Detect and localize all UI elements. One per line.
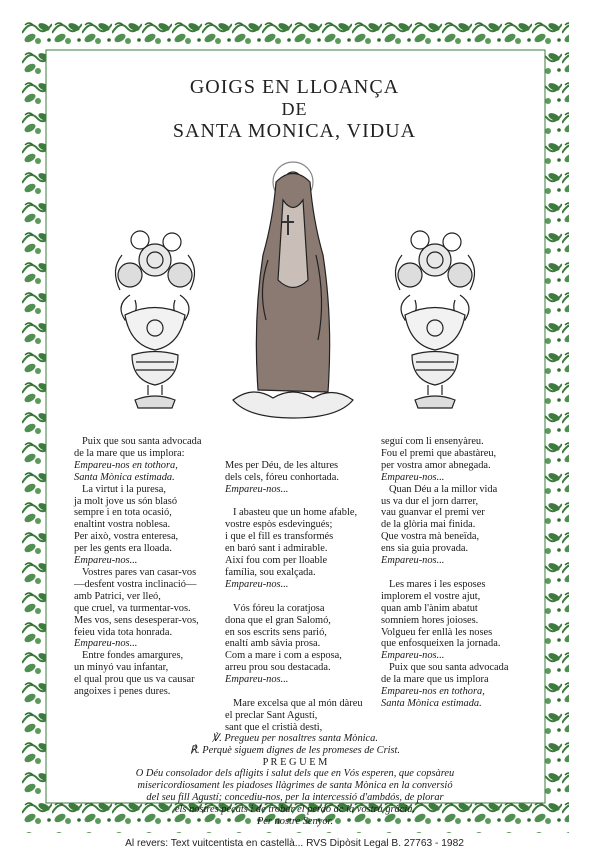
verse-line: Mes per Déu, de les altures xyxy=(225,459,339,471)
verse-line: —desfent vostra inclinació— xyxy=(74,578,197,590)
verse-line: i que el fill es transformés xyxy=(225,531,334,543)
verse-line: Vós fóreu la coratjosa xyxy=(233,602,325,614)
verse-line: per vostra amor abnegada. xyxy=(381,459,491,471)
verse-line: implorem el vostre ajut, xyxy=(381,590,481,602)
title-line-3: SANTA MONICA, VIDUA xyxy=(172,119,417,142)
verse-line: amb Patrici, ver lleó, xyxy=(74,590,161,602)
verse-line: un minyó vau infantar, xyxy=(74,662,169,674)
document-title xyxy=(0,76,589,143)
verse-line: que enfosqueixen la jornada. xyxy=(381,638,501,650)
title-line-2: DE xyxy=(281,99,308,119)
verse-column-1 xyxy=(74,436,201,698)
verse-line: Quan Déu a la millor vida xyxy=(389,483,498,495)
prayer-closing: Per nostre Senyor. xyxy=(256,815,334,827)
verse-line: feieu vida tota honrada. xyxy=(74,626,173,638)
verse-line: vau guanvar el premi ver xyxy=(381,507,485,519)
verse-line: quan amb l'ànim abatut xyxy=(381,602,478,614)
verse-line: Per això, vostra enteresa, xyxy=(74,531,179,543)
verse-line: Així fou com per lloable xyxy=(225,555,328,567)
verse-line: el qual prou que us va causar xyxy=(74,674,195,686)
verse-line: Empareu-nos... xyxy=(381,471,445,483)
verse-line: en baró sant i admirable. xyxy=(225,543,328,555)
prayer-line: misericordiosament les piadoses llàgrimes de santa Mònica en la conversió xyxy=(137,780,453,792)
response: ℟. Perquè siguem dignes de les promeses de Crist. xyxy=(189,744,401,756)
prayer-line: O Déu consolador dels afligits i salut dels que en Vós esperen, que copsàreu xyxy=(135,768,455,780)
verse-line: somniem hores joioses. xyxy=(381,614,479,626)
verse-line: en sos escrits sens parió, xyxy=(225,626,327,638)
verse-line: sempre i en tota ocasió, xyxy=(74,507,172,519)
title-line-1: GOIGS EN LLOANÇA xyxy=(189,76,400,98)
versicle: ℣. Pregueu per nosaltres santa Mònica. xyxy=(212,733,378,744)
verse-line: angoixes i penes dures. xyxy=(74,686,171,698)
verse-line: família, sou exalçada. xyxy=(225,566,316,578)
verse-line: Empareu-nos... xyxy=(381,650,445,662)
verse-line xyxy=(225,436,363,448)
verse-line: Mes vos, sens desesperar-vos, xyxy=(74,614,199,626)
verse-line: Empareu-nos en tothora, xyxy=(381,686,485,698)
verse-line: Entre fondes amargures, xyxy=(82,650,184,662)
verse-line: de la glòria mai finida. xyxy=(381,519,476,531)
verse-line: el preclar Sant Agustí, xyxy=(225,709,318,721)
verse-line: enaltint vostra noblesa. xyxy=(74,519,171,531)
verse-line: seguí com li ensenyàreu. xyxy=(381,436,484,447)
verse-line: Com a mare i com a esposa, xyxy=(225,650,342,662)
verse-line: ens sia guia provada. xyxy=(381,543,469,555)
verse-line: Empareu-nos... xyxy=(74,638,138,650)
verse-line: Mare excelsa que al món dàreu xyxy=(233,697,363,709)
verse-line: Empareu-nos en tothora, xyxy=(74,459,178,471)
verse-line: I abasteu que un home afable, xyxy=(233,507,358,519)
verse-line xyxy=(225,448,363,460)
verse-line: Empareu-nos... xyxy=(225,578,289,590)
verse-line: enaltí amb sàvia prosa. xyxy=(225,638,321,650)
verse-line: de la mare que us implora: xyxy=(74,447,185,459)
verse-column-2 xyxy=(225,436,363,734)
verse-line: Les mares i les esposes xyxy=(389,578,486,590)
verse-line: Que vostra mà beneïda, xyxy=(381,531,480,543)
verse-line: Santa Mònica estimada. xyxy=(381,697,482,709)
prayer-line: del seu fill Agustí; concediu-nos, per la intercessió d'ambdós, de plorar xyxy=(146,791,444,803)
verse-line: dels cels, fóreu conhortada. xyxy=(225,471,339,483)
verse-line: que cruel, va turmentar-vos. xyxy=(74,602,191,614)
verse-line: de la mare que us implora xyxy=(381,674,489,686)
verse-line xyxy=(225,591,363,603)
footer-note: Al revers: Text vuitcentista en castellà... RVS Dipòsit Legal B. 27763 - 1982 xyxy=(125,838,464,849)
santa-monica-figure-icon xyxy=(228,160,358,422)
verse-line: dona que el gran Salomó, xyxy=(225,614,331,626)
verse-line: Empareu-nos... xyxy=(225,674,289,686)
verse-line: Empareu-nos... xyxy=(381,555,445,567)
verse-line: ja molt jove us són blasó xyxy=(74,495,178,507)
verse-line: Puix que sou santa advocada xyxy=(82,436,202,447)
verse-line: Fou el premi que abastàreu, xyxy=(381,447,497,459)
verse-line: Puix que sou santa advocada xyxy=(389,662,509,674)
verse-column-3 xyxy=(381,436,508,710)
verse-line: arreu prou sou destacada. xyxy=(225,662,331,674)
verse-line: vostre espòs esdevingués; xyxy=(225,519,333,531)
verse-line xyxy=(225,496,363,508)
verse-line: us va dur el jorn darrer, xyxy=(381,495,479,507)
verse-line: Vostres pares van casar-vos xyxy=(82,566,197,578)
verse-line: Empareu-nos... xyxy=(225,483,289,495)
prayer-block xyxy=(60,733,530,827)
flower-vase-left-icon xyxy=(100,220,210,415)
verse-line: Santa Mònica estimada. xyxy=(74,471,175,483)
verse-line: Volgueu fer enllà les noses xyxy=(381,626,493,638)
prayer-line: els nostres pecats i de trobar el perdó de la vostra gràcia. xyxy=(174,803,416,815)
verse-line: La virtut i la puresa, xyxy=(82,483,166,495)
verse-line: per les gents era lloada. xyxy=(74,543,172,555)
flower-vase-right-icon xyxy=(380,220,490,415)
verse-line xyxy=(225,686,363,698)
verse-line xyxy=(381,567,508,579)
verse-line: Empareu-nos... xyxy=(74,555,138,567)
verse-line: sant que el cristià desti, xyxy=(225,721,323,733)
prayer-heading: P R E G U E M xyxy=(262,756,328,768)
